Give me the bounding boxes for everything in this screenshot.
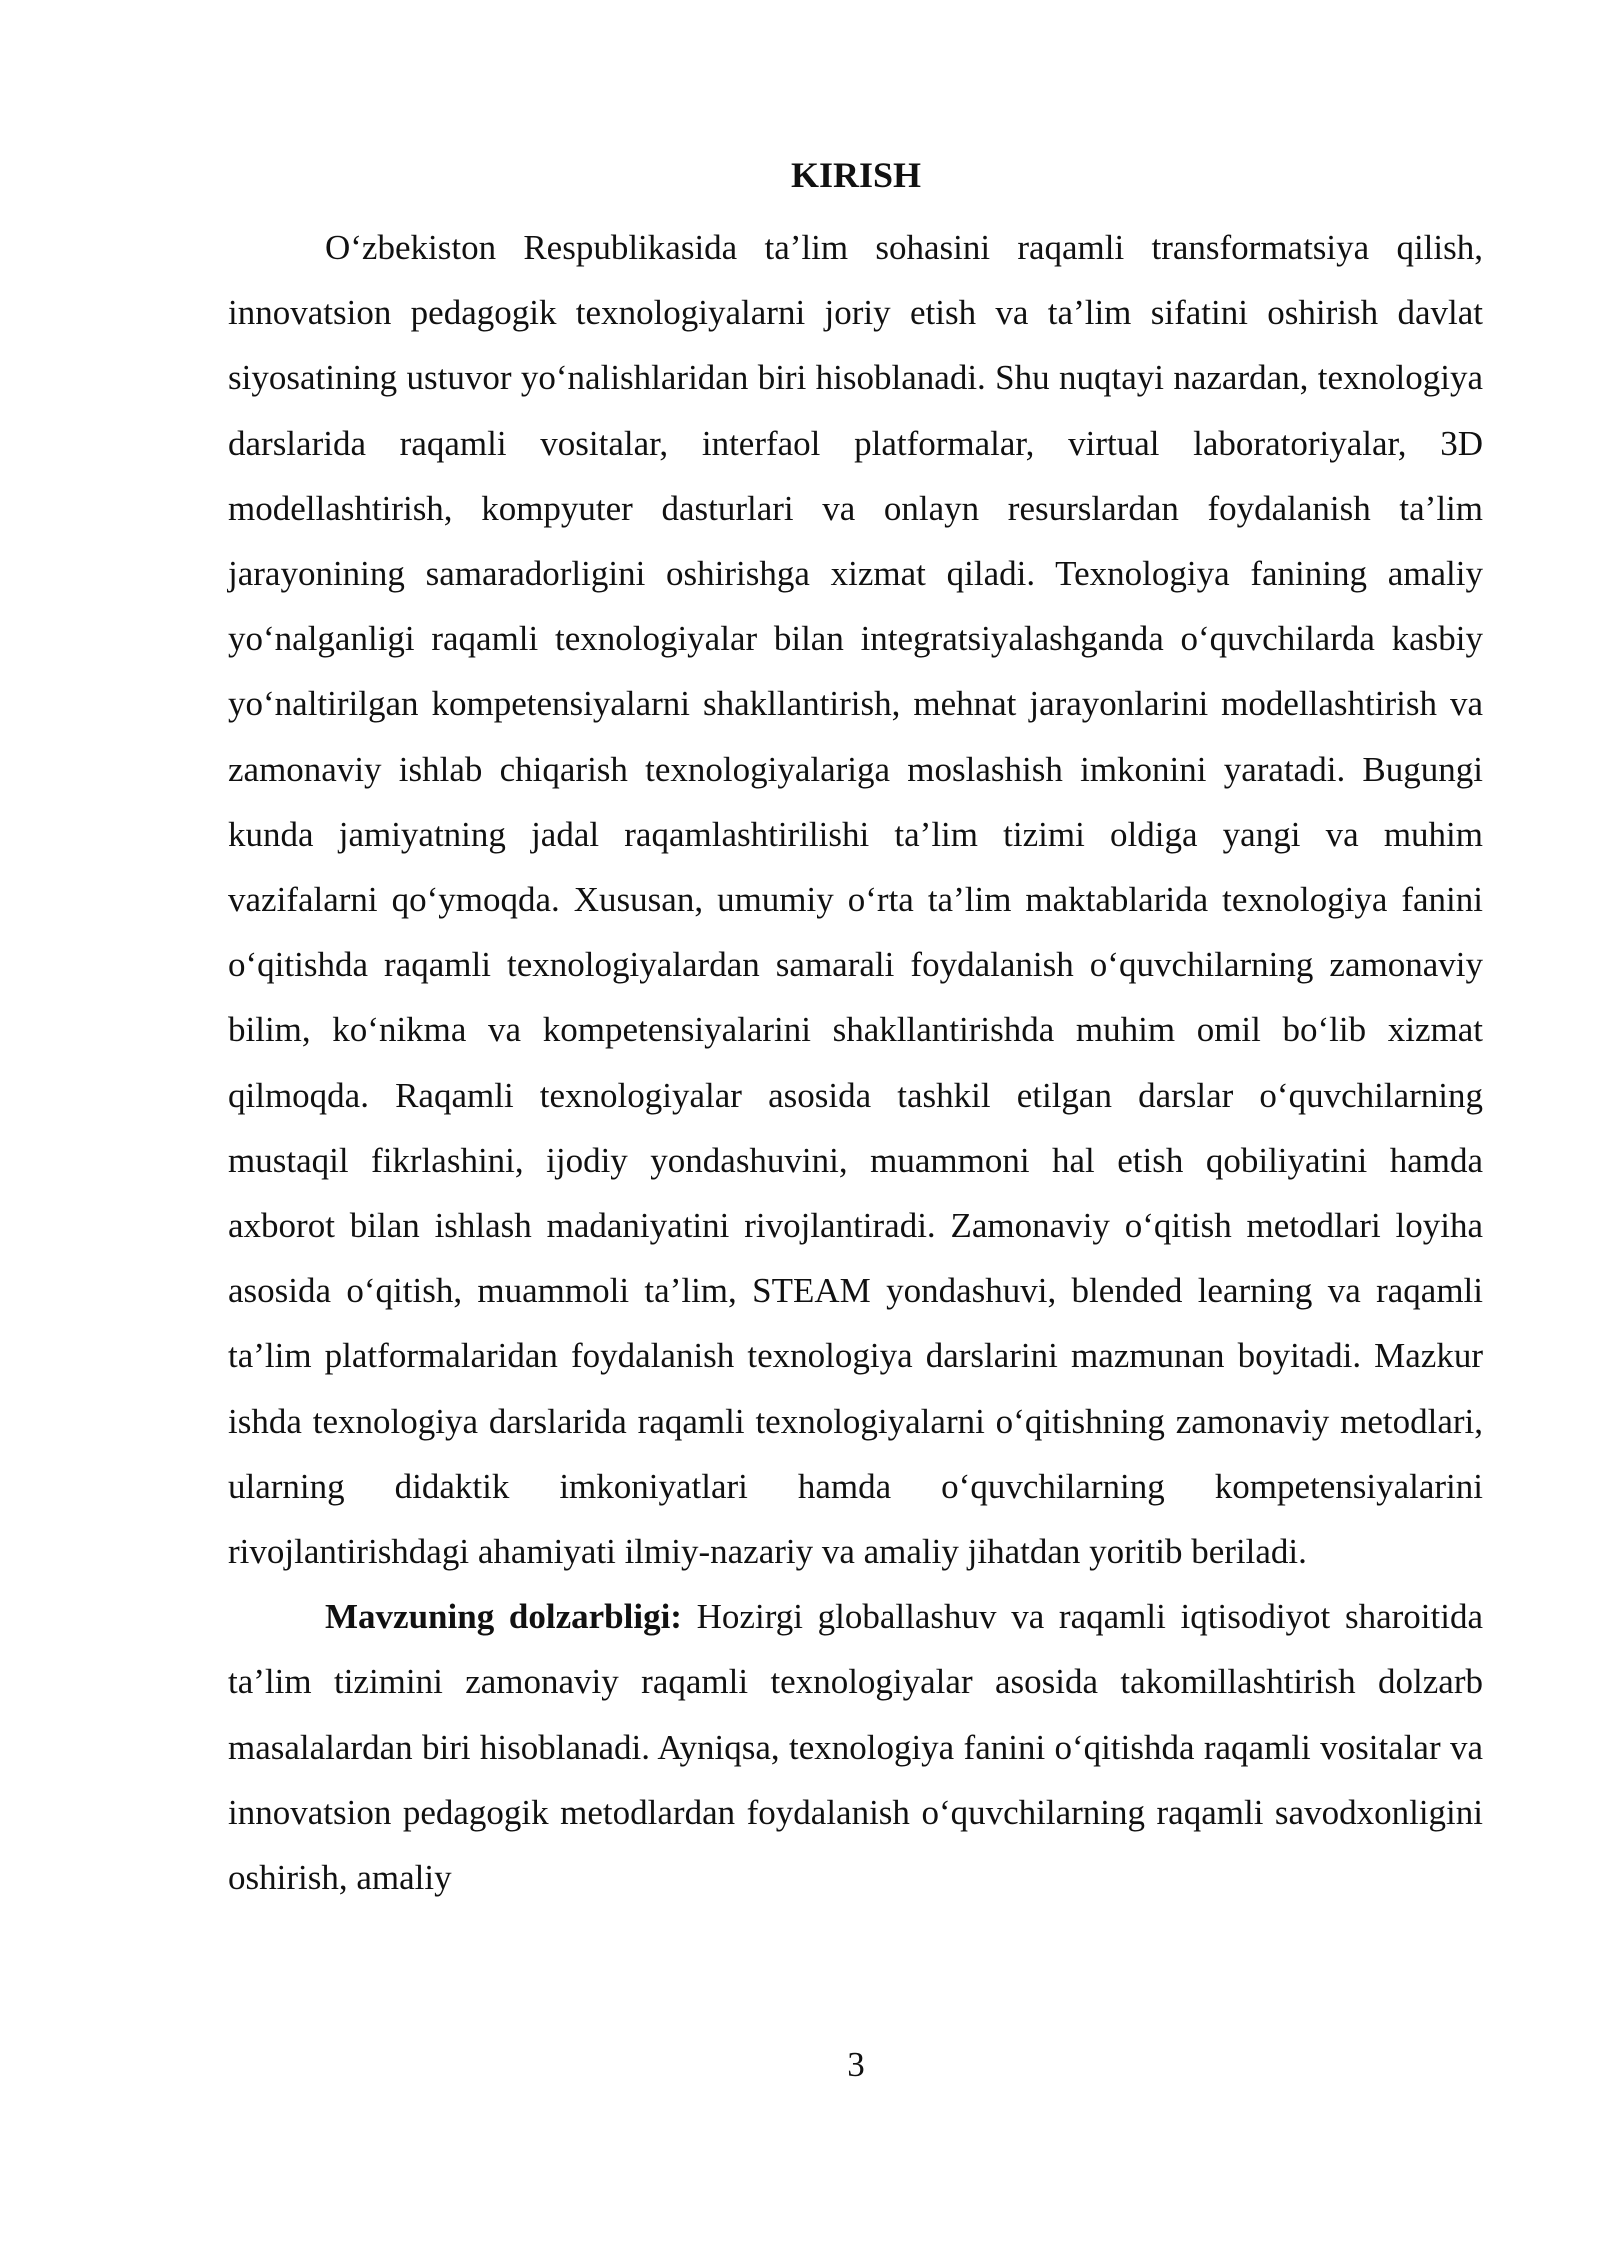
paragraph-relevance	[228, 1584, 1483, 1910]
page-title: KIRISH	[790, 155, 922, 195]
paragraph-label: Mavzuning dolzarbligi:	[325, 1597, 682, 1637]
page-number: 3	[847, 2045, 865, 2084]
paragraph-introduction: O‘zbekiston Respublikasida ta’lim sohasini raqamli transformatsiya qilish, innovatsion pedagogik texnologiyalarni joriy etish va ta’lim sifatini oshirish davlat siyosatining ustuvor yo‘nalishlaridan biri hisoblanadi. Shu nuqtayi nazardan, texnologiya darslarida raqamli vositalar, interfaol platformalar, virtual laboratoriyalar, 3D modellashtirish, kompyuter dasturlari va onlayn resurslardan foydalanish ta’lim jarayonining samaradorligini oshirishga xizmat qiladi. Texnologiya fanining amaliy yo‘nalganligi raqamli texnologiyalar bilan integratsiyalashganda o‘quvchilarda kasbiy yo‘naltirilgan kompetensiyalarni shakllantirish, mehnat jarayonlarini modellashtirish va zamonaviy ishlab chiqarish texnologiyalariga moslashish imkonini yaratadi. Bugungi kunda jamiyatning jadal raqamlashtirilishi ta’lim tizimi oldiga yangi va muhim vazifalarni qo‘ymoqda. Xususan, umumiy o‘rta ta’lim maktablarida texnologiya fanini o‘qitishda raqamli texnologiyalardan samarali foydalanish o‘quvchilarning zamonaviy bilim, ko‘nikma va kompetensiyalarini shakllantirishda muhim omil bo‘lib xizmat qilmoqda. Raqamli texnologiyalar asosida tashkil etilgan darslar o‘quvchilarning mustaqil fikrlashini, ijodiy yondashuvini, muammoni hal etish qobiliyatini hamda axborot bilan ishlash madaniyatini rivojlantiradi. Zamonaviy o‘qitish metodlari loyiha asosida o‘qitish, muammoli ta’lim, STEAM yondashuvi, blended learning va raqamli ta’lim platformalaridan foydalanish texnologiya darslarini mazmunan boyitadi. Mazkur ishda texnologiya darslarida raqamli texnologiyalarni o‘qitishning zamonaviy metodlari, ularning didaktik imkoniyatlari hamda o‘quvchilarning kompetensiyalarini rivojlantirishdagi ahamiyati ilmiy-nazariy va amaliy jihatdan yoritib beriladi.	[228, 228, 1483, 1572]
body-text	[228, 215, 1483, 1910]
paragraph-text: Hozirgi globallashuv va raqamli iqtisodiyot sharoitida ta’lim tizimini zamonaviy raqamli texnologiyalar asosida takomillashtirish dolzarb masalalardan biri hisoblanadi. Ayniqsa, texnologiya fanini o‘qitishda raqamli vositalar va innovatsion pedagogik metodlardan foydalanish o‘quvchilarning raqamli savodxonligini oshirish, amaliy	[228, 1597, 1483, 1898]
